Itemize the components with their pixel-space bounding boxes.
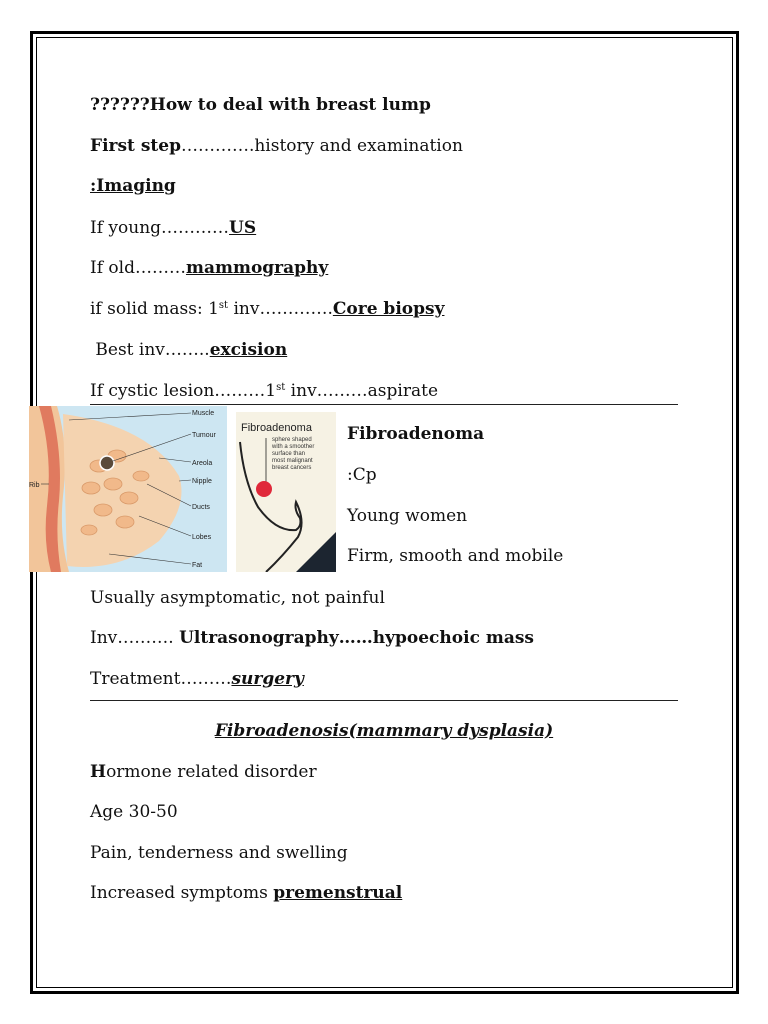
cystic-text2: inv………aspirate (285, 381, 439, 401)
increased-line (90, 883, 402, 903)
fibro-caption-line: breast cancers (272, 465, 312, 471)
fibroadenoma-symptoms: Usually asymptomatic, not painful (90, 588, 385, 608)
young-line (90, 218, 256, 238)
divider-2 (90, 700, 678, 701)
fibroadenoma-heading: Fibroadenoma (347, 424, 485, 444)
treatment-line (90, 669, 304, 689)
fibroadenosis-age: Age 30-50 (90, 802, 178, 822)
fibroadenoma-figure (236, 412, 336, 572)
fibro-caption-line: surface than (272, 451, 306, 457)
cystic-text: If cystic lesion………1 (90, 381, 277, 401)
figure-label: Tumour (192, 432, 216, 439)
breast-anatomy-figure (29, 406, 227, 572)
first-step-dots: …………. (180, 136, 255, 156)
hormone-line (90, 762, 317, 782)
fibroadenosis-heading: Fibroadenosis(mammary dysplasia) (214, 721, 554, 741)
increased-text: Increased symptoms (90, 883, 274, 903)
fibro-caption-line: sphere shaped (272, 437, 312, 443)
solid-mass-line (90, 299, 444, 319)
fibroadenoma-features: Firm, smooth and mobile (347, 546, 564, 566)
inv-value: Ultrasonography……hypoechoic mass (179, 628, 534, 648)
best-value: excision (209, 340, 288, 360)
young-text: If young………… (90, 218, 230, 238)
first-step-line (90, 136, 463, 156)
inv-text: Inv………. (90, 628, 180, 648)
figure-label: Muscle (192, 410, 215, 417)
old-line (90, 258, 328, 278)
fibro-caption-line: with a smoother (272, 444, 315, 450)
imaging-heading: :Imaging (90, 176, 176, 196)
figure-label: Lobes (192, 534, 212, 541)
hormone-rest: ormone related disorder (106, 762, 317, 782)
fibro-figure-title: Fibroadenoma (241, 422, 312, 434)
best-inv-line (90, 340, 287, 360)
tumour-dot (100, 456, 114, 470)
first-step-text: history and examination (254, 136, 463, 156)
old-text: If old……… (90, 258, 186, 278)
first-step-label: First step (90, 136, 181, 156)
treatment-text: Treatment……… (90, 669, 232, 689)
figure-label: Rib (29, 482, 40, 489)
fibroadenoma-inv-line (90, 628, 534, 648)
increased-value: premenstrual (273, 883, 403, 903)
best-text: Best inv…….. (90, 340, 210, 360)
figure-label: Fat (192, 562, 203, 569)
figure-label: Nipple (192, 478, 212, 485)
young-value: US (229, 218, 257, 238)
treatment-value: surgery (231, 669, 304, 689)
page-title: ??????How to deal with breast lump (90, 95, 431, 115)
fibroadenoma-lesion (256, 481, 272, 497)
solid-text: if solid mass: 1 (90, 299, 219, 319)
figure-label: Ducts (192, 504, 210, 511)
fibroadenoma-cp: :Cp (347, 465, 377, 485)
solid-value: Core biopsy (332, 299, 445, 319)
fibroadenosis-pain: Pain, tenderness and swelling (90, 843, 348, 863)
old-value: mammography (185, 258, 329, 278)
hormone-first-letter: H (90, 762, 107, 782)
cystic-line (90, 381, 438, 401)
cystic-sup: st (276, 382, 286, 393)
divider-1 (90, 404, 678, 405)
solid-sup: st (218, 300, 229, 311)
solid-text2: inv…………. (228, 299, 333, 319)
fibroadenoma-age: Young women (347, 506, 468, 526)
fibro-caption-line: most malignant (272, 458, 313, 464)
figure-label: Areola (192, 460, 213, 467)
